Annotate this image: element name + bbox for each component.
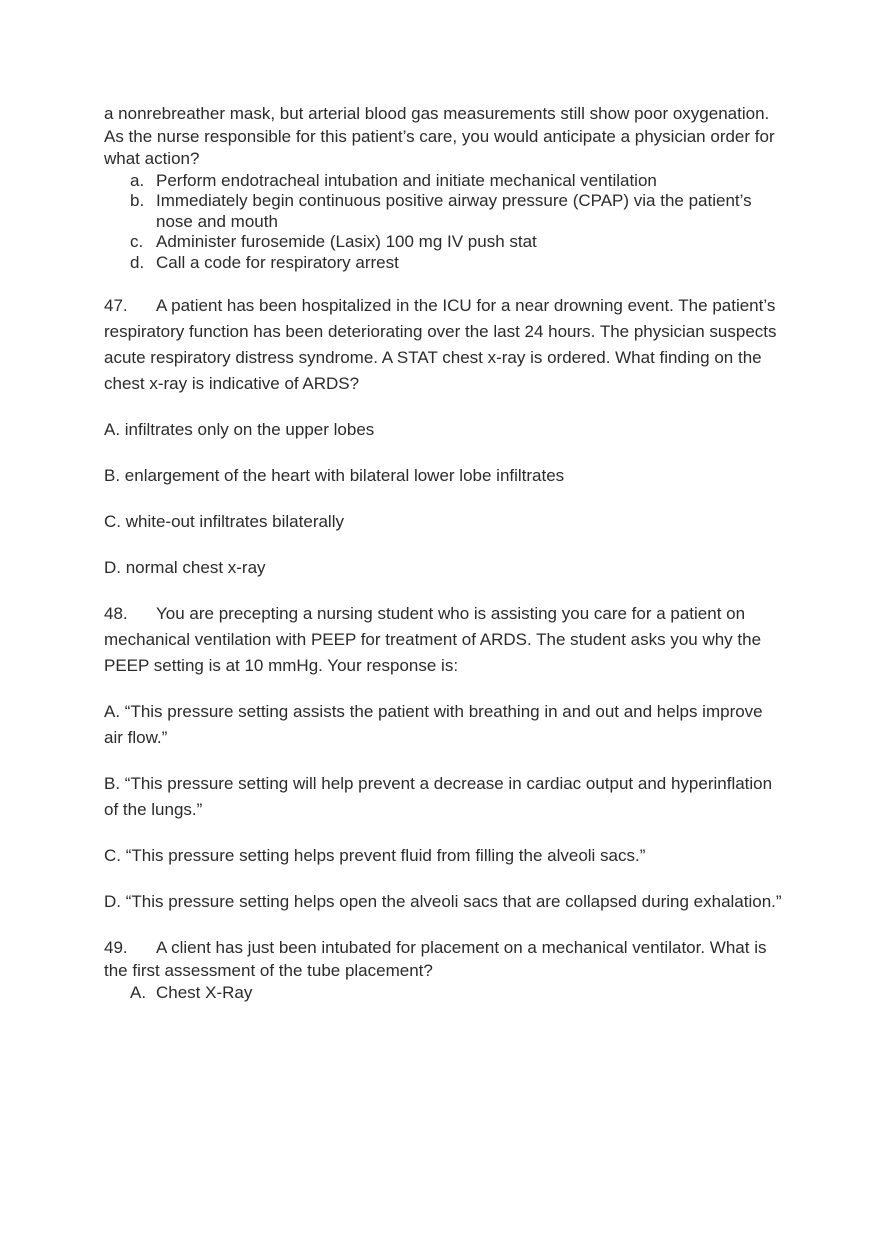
q49-options [104, 983, 784, 1004]
question-number: 47. [104, 296, 128, 315]
q47-option-a: A. infiltrates only on the upper lobes [104, 420, 375, 439]
option-text: Perform endotracheal intubation and initiate mechanical ventilation [156, 170, 657, 190]
q47-option-c: C. white-out infiltrates bilaterally [104, 512, 344, 531]
q48-option-b: B. “This pressure setting will help prevent a decrease in cardiac output and hyperinflation of the lungs.” [104, 774, 773, 819]
q46-options [104, 171, 784, 274]
q48-option-d: D. “This pressure setting helps open the alveoli sacs that are collapsed during exhalation.” [104, 892, 782, 911]
q46-stem: a nonrebreather mask, but arterial blood gas measurements still show poor oxygenation. As the nurse responsible for this patient’s care, you would anticipate a physician order for what action? [104, 104, 775, 168]
q46-option-b [104, 191, 784, 232]
q47-option-d: D. normal chest x-ray [104, 558, 266, 577]
option-letter: d. [130, 252, 145, 272]
question-text: You are precepting a nursing student who is assisting you care for a patient on mechanical ventilation with PEEP for treatment of ARDS. The student asks you why the PEEP setting is at 10 mmHg. Your response is: [104, 604, 762, 675]
q48-question [104, 601, 784, 679]
option-text: Administer furosemide (Lasix) 100 mg IV push stat [156, 232, 537, 251]
q48-option-a: A. “This pressure setting assists the patient with breathing in and out and helps improve air flow.” [104, 702, 763, 747]
question-text: A patient has been hospitalized in the ICU for a near drowning event. The patient’s respiratory function has been deteriorating over the last 24 hours. The physician suspects acute respiratory distress syndrome. A STAT chest x-ray is ordered. What finding on the chest x-ray is indicative of ARDS? [104, 296, 777, 393]
q46-option-d [104, 253, 784, 274]
option-letter: A. [130, 983, 147, 1002]
option-letter: c. [130, 232, 144, 251]
q48-option-c: C. “This pressure setting helps prevent fluid from filling the alveoli sacs.” [104, 846, 646, 865]
option-text: Chest X-Ray [156, 983, 253, 1002]
option-text: Immediately begin continuous positive airway pressure (CPAP) via the patient’s nose and mouth [156, 191, 752, 231]
question-number: 48. [104, 604, 128, 623]
q46-option-c [104, 232, 784, 253]
option-letter: a. [130, 170, 145, 190]
question-number: 49. [104, 938, 128, 957]
option-text: Call a code for respiratory arrest [156, 252, 399, 272]
q47-question [104, 293, 784, 397]
q49-question [104, 937, 784, 982]
document-page [104, 103, 784, 1004]
q49-option-a [104, 983, 784, 1004]
question-text: A client has just been intubated for placement on a mechanical ventilator. What is the first assessment of the tube placement? [104, 938, 767, 980]
q46-option-a [104, 171, 784, 192]
option-letter: b. [130, 191, 145, 210]
q47-option-b: B. enlargement of the heart with bilateral lower lobe infiltrates [104, 466, 565, 485]
